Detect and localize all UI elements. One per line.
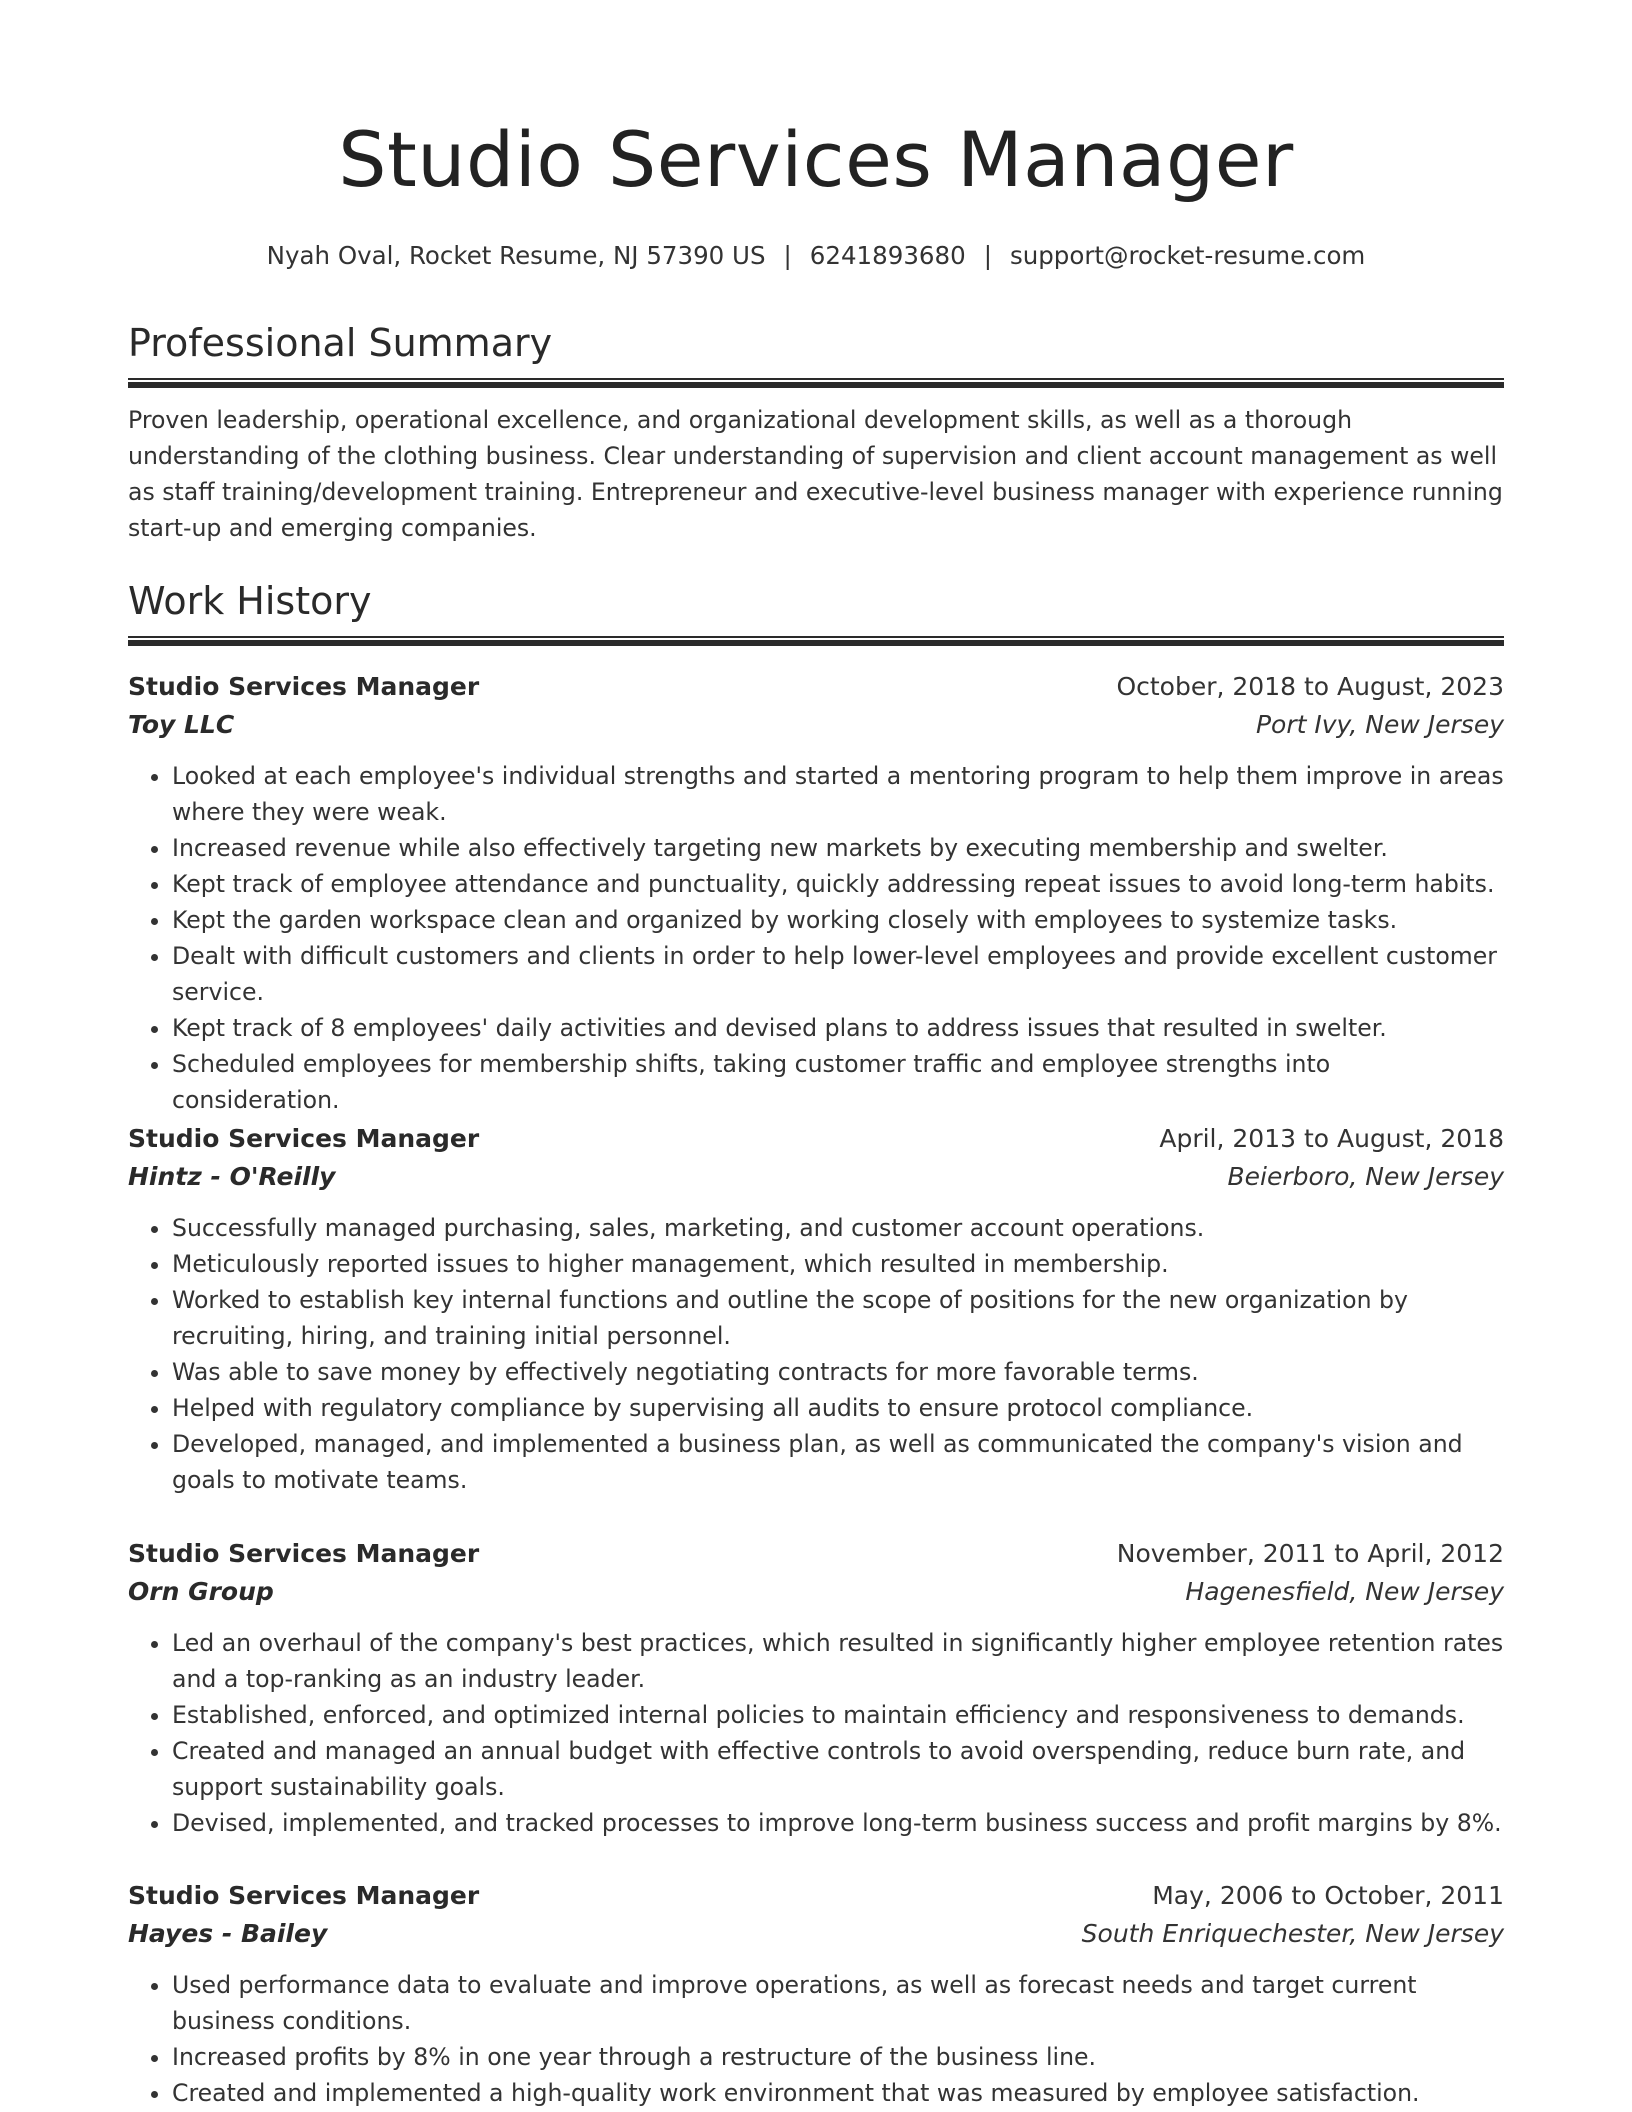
job-bullet: • Successfully managed purchasing, sales, marketing, and customer account operations. — [172, 1210, 1504, 1246]
job-location: Port Ivy, New Jersey — [1255, 710, 1504, 739]
job-bullet: • Helped with regulatory compliance by supervising all audits to ensure protocol compliance. — [172, 1390, 1504, 1426]
job-entry — [128, 668, 1504, 1118]
contact-phone: 6241893680 — [809, 241, 966, 270]
job-bullet: • Created and implemented a high-quality work environment that was measured by employee satisfaction. — [172, 2075, 1504, 2111]
job-bullet: • Dealt with difficult customers and clients in order to help lower-level employees and provide excellent customer service. — [172, 938, 1504, 1010]
job-company: Hayes - Bailey — [128, 1919, 328, 1948]
work-history-section — [128, 576, 1504, 646]
job-header-row — [128, 1120, 1504, 1158]
job-bullet: • Kept track of 8 employees' daily activities and devised plans to address issues that resulted in swelter. — [172, 1010, 1504, 1046]
job-bullet: • Created and managed an annual budget with effective controls to avoid overspending, reduce burn rate, and support sustainability goals. — [172, 1733, 1504, 1805]
job-location: South Enriquechester, New Jersey — [1081, 1919, 1504, 1948]
job-title: Studio Services Manager — [128, 672, 480, 701]
job-company-row — [128, 1158, 1504, 1196]
job-bullet: • Increased profits by 8% in one year through a restructure of the business line. — [172, 2039, 1504, 2075]
job-bullet: • Scheduled employees for membership shifts, taking customer traffic and employee strengths into consideration. — [172, 1046, 1504, 1118]
job-bullet-list — [128, 1625, 1504, 1841]
contact-info — [128, 238, 1504, 274]
section-divider — [128, 636, 1504, 646]
job-entry — [128, 1877, 1504, 2111]
professional-summary-section — [128, 318, 1504, 570]
section-heading: Professional Summary — [128, 321, 553, 365]
job-bullet-list — [128, 1967, 1504, 2111]
job-company: Hintz - O'Reilly — [128, 1162, 336, 1191]
contact-separator: | — [783, 241, 792, 270]
job-company-row — [128, 1573, 1504, 1611]
job-title: Studio Services Manager — [128, 1124, 480, 1153]
job-bullet: • Kept the garden workspace clean and organized by working closely with employees to systemize tasks. — [172, 902, 1504, 938]
job-title: Studio Services Manager — [128, 1539, 480, 1568]
section-divider — [128, 378, 1504, 388]
job-location: Hagenesfield, New Jersey — [1185, 1577, 1504, 1606]
job-bullet: • Devised, implemented, and tracked processes to improve long-term business success and profit margins by 8%. — [172, 1805, 1504, 1841]
job-bullet-list — [128, 758, 1504, 1118]
contact-separator: | — [983, 241, 992, 270]
job-company-row — [128, 1915, 1504, 1953]
job-header-row — [128, 668, 1504, 706]
job-bullet-list — [128, 1210, 1504, 1498]
job-company-row — [128, 706, 1504, 744]
contact-address: Nyah Oval, Rocket Resume, NJ 57390 US — [266, 241, 766, 270]
job-entry — [128, 1120, 1504, 1498]
job-title: Studio Services Manager — [128, 1881, 480, 1910]
job-bullet: • Developed, managed, and implemented a business plan, as well as communicated the company's vision and goals to motivate teams. — [172, 1426, 1504, 1498]
job-bullet: • Kept track of employee attendance and punctuality, quickly addressing repeat issues to avoid long-term habits. — [172, 866, 1504, 902]
job-dates: April, 2013 to August, 2018 — [1159, 1124, 1504, 1153]
job-bullet: • Was able to save money by effectively negotiating contracts for more favorable terms. — [172, 1354, 1504, 1390]
job-bullet: • Led an overhaul of the company's best practices, which resulted in significantly higher employee retention rates and a top-ranking as an industry leader. — [172, 1625, 1504, 1697]
job-header-row — [128, 1535, 1504, 1573]
job-bullet: • Meticulously reported issues to higher management, which resulted in membership. — [172, 1246, 1504, 1282]
job-dates: May, 2006 to October, 2011 — [1152, 1881, 1504, 1910]
job-bullet: • Worked to establish key internal functions and outline the scope of positions for the new organization by recruiting, hiring, and training initial personnel. — [172, 1282, 1504, 1354]
page-title: Studio Services Manager — [338, 115, 1294, 204]
job-bullet: • Used performance data to evaluate and improve operations, as well as forecast needs and target current business conditions. — [172, 1967, 1504, 2039]
job-entry — [128, 1535, 1504, 1841]
job-header-row — [128, 1877, 1504, 1915]
contact-email: support@rocket-resume.com — [1009, 241, 1366, 270]
job-bullet: • Established, enforced, and optimized internal policies to maintain efficiency and responsiveness to demands. — [172, 1697, 1504, 1733]
job-dates: October, 2018 to August, 2023 — [1116, 672, 1504, 701]
job-company: Orn Group — [128, 1577, 274, 1606]
job-bullet: • Increased revenue while also effectively targeting new markets by executing membership and swelter. — [172, 830, 1504, 866]
job-bullet: • Looked at each employee's individual strengths and started a mentoring program to help them improve in areas where they were weak. — [172, 758, 1504, 830]
job-location: Beierboro, New Jersey — [1227, 1162, 1504, 1191]
summary-text: Proven leadership, operational excellence, and organizational development skills, as well as a thorough understanding of the clothing business. Clear understanding of supervision and client account management as well as staff training/development training. Entrepreneur and executive-level business manager with experience running start-up and emerging companies. — [128, 406, 1503, 542]
job-dates: November, 2011 to April, 2012 — [1116, 1539, 1504, 1568]
job-company: Toy LLC — [128, 710, 235, 739]
section-heading: Work History — [128, 579, 372, 623]
